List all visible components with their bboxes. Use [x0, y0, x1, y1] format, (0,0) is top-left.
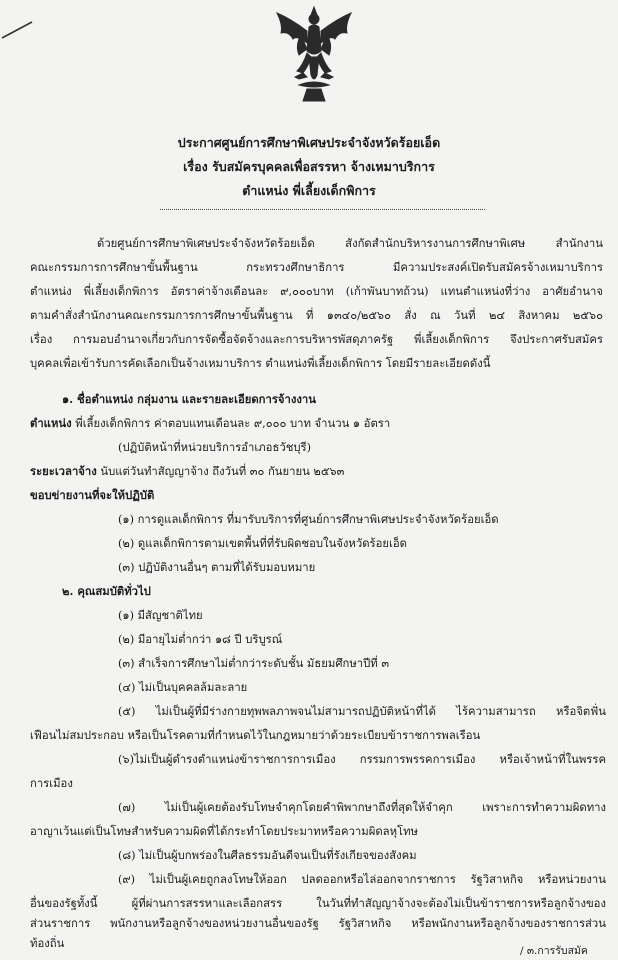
- qualification-item-9: (๙) ไม่เป็นผู้เคยถูกลงโทษให้ออก ปลดออกหรือไล่ออกจากราชการ รัฐวิสาหกิจ หรือหน่วยงาน: [118, 873, 606, 886]
- section1-heading: ๑. ชื่อตำแหน่ง กลุ่มงาน และรายละเอียดการจ้างงาน: [62, 392, 316, 406]
- title-divider: [160, 209, 485, 210]
- qualification-item-7: (๗) ไม่เป็นผู้เคยต้องรับโทษจำคุกโดยคำพิพากษาถึงที่สุดให้จำคุก เพราะการทำความผิดทาง: [118, 801, 606, 814]
- qualification-item-5: (๕) ไม่เป็นผู้ที่มีร่างกายทุพพลภาพจนไม่สามารถปฏิบัติหน้าที่ได้ ไร้ความสามารถ หรือจิตฟั่น: [118, 705, 606, 718]
- scope-heading: ขอบข่ายงานที่จะให้ปฏิบัติ: [30, 488, 155, 502]
- service-unit: (ปฏิบัติหน้าที่หน่วยบริการอำเภอธวัชบุรี): [118, 441, 312, 454]
- announcement-title: ประกาศศูนย์การศึกษาพิเศษประจำจังหวัดร้อยเอ็ด: [177, 135, 441, 150]
- qualification-item-7-cont: อาญาเว้นแต่เป็นโทษสำหรับความผิดที่ได้กระทำโดยประมาทหรือความผิดลหุโทษ: [30, 825, 418, 838]
- position-text: พี่เลี้ยงเด็กพิการ ค่าตอบแทนเดือนละ ๙,๐๐๐ บาท จำนวน ๑ อัตรา: [71, 417, 391, 430]
- intro-line: ด้วยศูนย์การศึกษาพิเศษประจำจังหวัดร้อยเอ็ด สังกัดสำนักบริหารงานการศึกษาพิเศษ สำนักงาน: [97, 237, 603, 250]
- qualification-item-9-cont: ท้องถิ่น: [30, 937, 65, 950]
- announcement-subject: เรื่อง รับสมัครบุคคลเพื่อสรรหา จ้างเหมาบริการ: [183, 159, 435, 174]
- section2-heading: ๒. คุณสมบัติทั่วไป: [62, 584, 151, 598]
- qualification-item-8: (๘) ไม่เป็นผู้บกพร่องในศีลธรรมอันดีจนเป็นที่รังเกียจของสังคม: [118, 849, 417, 862]
- qualification-item-9-cont: อื่นของรัฐทั้งนี้ ผู้ที่ผ่านการสรรหาและเลือกสรร ในวันที่ทำสัญญาจ้างจะต้องไม่เป็นข้าราชการหรือลูกจ้างของ: [30, 897, 606, 910]
- employment-period: [30, 464, 344, 479]
- announcement-position: ตำแหน่ง พี่เลี้ยงเด็กพิการ: [242, 183, 376, 198]
- qualification-item-6-cont: การเมือง: [30, 777, 73, 790]
- pen-mark: [0, 18, 34, 40]
- position-label: ตำแหน่ง: [30, 416, 72, 430]
- qualification-item: (๒) มีอายุไม่ต่ำกว่า ๑๘ ปี บริบูรณ์: [118, 633, 283, 646]
- position-line: [30, 416, 390, 431]
- scope-item: (๑) การดูแลเด็กพิการ ที่มารับบริการที่ศูนย์การศึกษาพิเศษประจำจังหวัดร้อยเอ็ด: [118, 513, 499, 526]
- qualification-item: (๑) มีสัญชาติไทย: [118, 609, 203, 622]
- garuda-emblem-icon: [273, 5, 355, 105]
- continued-marker: / ๓.การรับสมัค: [520, 945, 588, 957]
- intro-line: คณะกรรมการการศึกษาขั้นพื้นฐาน กระทรวงศึกษาธิการ มีความประสงค์เปิดรับสมัครจ้างเหมาบริการ: [30, 261, 603, 274]
- intro-line: เรื่อง การมอบอำนาจเกี่ยวกับการจัดซื้อจัดจ้างและการบริหารพัสดุภาครัฐ พี่เลี้ยงเด็กพิการ จึงประกาศรับสมัคร: [30, 333, 603, 346]
- scope-item: (๓) ปฏิบัติงานอื่นๆ ตามที่ได้รับมอบหมาย: [118, 561, 316, 574]
- period-label: ระยะเวลาจ้าง: [30, 464, 97, 478]
- qualification-item: (๔) ไม่เป็นบุคคลล้มละลาย: [118, 681, 248, 694]
- qualification-item-5-cont: เฟือนไม่สมประกอบ หรือเป็นโรคตามที่กำหนดไว้ในกฎหมายว่าด้วยระเบียบข้าราชการพลเรือน: [30, 729, 481, 742]
- scope-item: (๒) ดูแลเด็กพิการตามเขตพื้นที่ที่รับผิดชอบในจังหวัดร้อยเอ็ด: [118, 537, 408, 550]
- qualification-item: (๓) สำเร็จการศึกษาไม่ต่ำกว่าระดับชั้น มัธยมศึกษาปีที่ ๓: [118, 657, 390, 670]
- period-text: นับแต่วันทำสัญญาจ้าง ถึงวันที่ ๓๐ กันยายน ๒๕๖๓: [96, 465, 345, 478]
- intro-line: ตามคำสั่งสำนักงานคณะกรรมการการศึกษาขั้นพื้นฐาน ที่ ๑๓๔๐/๒๕๖๐ สั่ง ณ วันที่ ๒๔ สิงหาคม ๒๕๖๐: [30, 309, 603, 322]
- qualification-item-6: (๖)ไม่เป็นผู้ดำรงตำแหน่งข้าราชการการเมือง กรรมการพรรคการเมือง หรือเจ้าหน้าที่ในพรรค: [118, 753, 606, 766]
- intro-line: ตำแหน่ง พี่เลี้ยงเด็กพิการ อัตราค่าจ้างเดือนละ ๙,๐๐๐บาท (เก้าพันบาทถ้วน) แทนตำแหน่งที่ว่าง อาศัยอำนาจ: [30, 285, 603, 298]
- intro-line: บุคคลเพื่อเข้ารับการคัดเลือกเป็นจ้างเหมาบริการ ตำแหน่งพี่เลี้ยงเด็กพิการ โดยมีรายละเอียดดังนี้: [30, 357, 491, 370]
- qualification-item-9-cont: ส่วนราชการ พนักงานหรือลูกจ้างของหน่วยงานอื่นของรัฐ รัฐวิสาหกิจ หรือพนักงานหรือลูกจ้างของราชการส่วน: [30, 917, 606, 930]
